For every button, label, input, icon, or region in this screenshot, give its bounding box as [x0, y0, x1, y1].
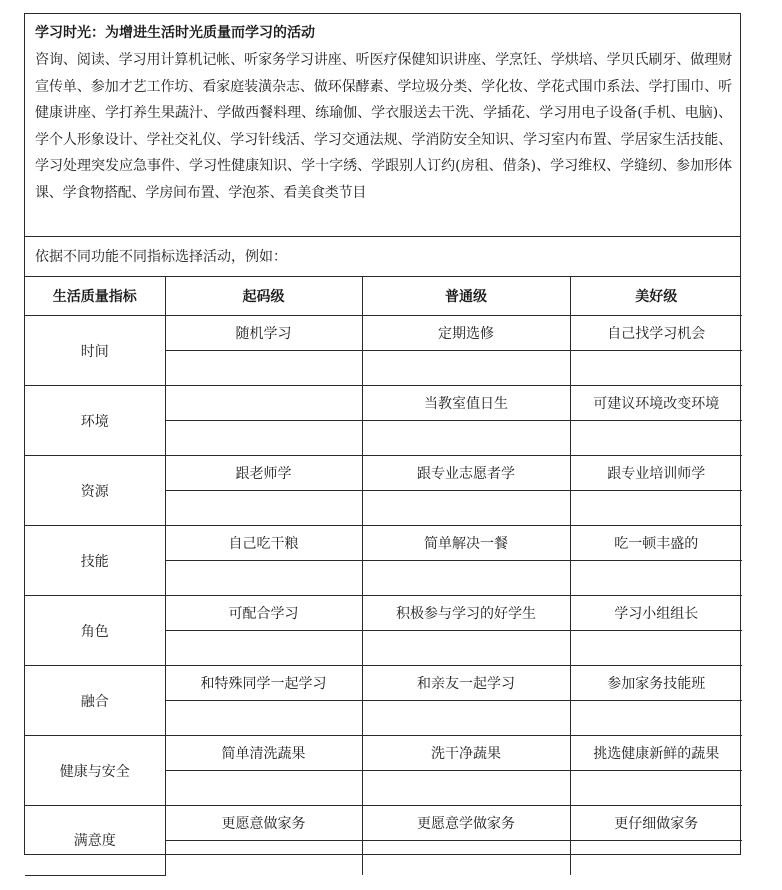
row-category: 健康与安全: [25, 736, 165, 806]
cell-basic: 更愿意做家务: [165, 806, 362, 841]
blank-cell: [570, 701, 742, 736]
selection-note: 依据不同功能不同指标选择活动，例如：: [25, 237, 740, 277]
quality-indicator-table: [25, 277, 742, 876]
blank-cell: [570, 491, 742, 526]
table-row: [25, 806, 742, 841]
header-normal-level: 普通级: [362, 277, 570, 316]
blank-cell: [362, 771, 570, 806]
cell-good: 跟专业培训师学: [570, 456, 742, 491]
blank-cell: [570, 631, 742, 666]
cell-good: 挑选健康新鲜的蔬果: [570, 736, 742, 771]
blank-cell: [165, 561, 362, 596]
blank-cell: [165, 701, 362, 736]
blank-cell: [165, 351, 362, 386]
blank-cell: [362, 561, 570, 596]
blank-cell: [165, 421, 362, 456]
activity-document: [24, 13, 741, 855]
cell-normal: 跟专业志愿者学: [362, 456, 570, 491]
row-category: 融合: [25, 666, 165, 736]
cell-normal: 积极参与学习的好学生: [362, 596, 570, 631]
table-header-row: [25, 277, 742, 316]
blank-cell: [570, 351, 742, 386]
table-row: [25, 666, 742, 701]
table-row: [25, 526, 742, 561]
table-row: [25, 456, 742, 491]
row-category: 资源: [25, 456, 165, 526]
cell-good: 可建议环境改变环境: [570, 386, 742, 421]
blank-cell: [570, 841, 742, 876]
table-row: [25, 596, 742, 631]
cell-basic: 可配合学习: [165, 596, 362, 631]
cell-good: 更仔细做家务: [570, 806, 742, 841]
cell-good: 自己找学习机会: [570, 316, 742, 351]
cell-good: 吃一顿丰盛的: [570, 526, 742, 561]
table-row: [25, 316, 742, 351]
cell-normal: 更愿意学做家务: [362, 806, 570, 841]
intro-section: [25, 14, 740, 237]
table-row: [25, 736, 742, 771]
header-indicator: 生活质量指标: [25, 277, 165, 316]
blank-cell: [165, 841, 362, 876]
row-category: 环境: [25, 386, 165, 456]
row-category: 时间: [25, 316, 165, 386]
cell-basic: 简单清洗蔬果: [165, 736, 362, 771]
cell-basic: 和特殊同学一起学习: [165, 666, 362, 701]
cell-normal: 和亲友一起学习: [362, 666, 570, 701]
blank-cell: [165, 491, 362, 526]
cell-normal: 当教室值日生: [362, 386, 570, 421]
intro-body: 咨询、阅读、学习用计算机记帐、听家务学习讲座、听医疗保健知识讲座、学烹饪、学烘培、学贝氏刷牙、做理财宣传单、参加才艺工作坊、看家庭装潢杂志、做环保酵素、学垃圾分类、学化妆、学花式围巾系法、学打围巾、听健康讲座、学打养生果蔬汁、学做西餐料理、练瑜伽、学衣服送去干洗、学插花、学习用电子设备(手机、电脑)、学个人形象设计、学社交礼仪、学习针线活、学习交通法规、学消防安全知识、学习室内布置、学居家生活技能、学习处理突发应急事件、学习性健康知识、学十字绣、学跟别人订约(房租、借条)、学习维权、学缝纫、参加形体课、学食物搭配、学房间布置、学泡茶、看美食类节目: [35, 52, 732, 201]
blank-cell: [362, 421, 570, 456]
blank-cell: [362, 491, 570, 526]
row-category: 技能: [25, 526, 165, 596]
header-basic-level: 起码级: [165, 277, 362, 316]
cell-basic: 跟老师学: [165, 456, 362, 491]
row-category: 角色: [25, 596, 165, 666]
cell-basic: [165, 386, 362, 421]
blank-cell: [570, 421, 742, 456]
table-row: [25, 386, 742, 421]
blank-cell: [165, 631, 362, 666]
cell-basic: 自己吃干粮: [165, 526, 362, 561]
blank-cell: [362, 631, 570, 666]
intro-title: 学习时光：为增进生活时光质量而学习的活动: [35, 25, 315, 41]
cell-normal: 洗干净蔬果: [362, 736, 570, 771]
blank-cell: [362, 841, 570, 876]
cell-good: 学习小组组长: [570, 596, 742, 631]
blank-cell: [165, 771, 362, 806]
header-good-level: 美好级: [570, 277, 742, 316]
blank-cell: [362, 351, 570, 386]
blank-cell: [362, 701, 570, 736]
blank-cell: [570, 561, 742, 596]
cell-basic: 随机学习: [165, 316, 362, 351]
blank-cell: [570, 771, 742, 806]
row-category: 满意度: [25, 806, 165, 876]
cell-normal: 简单解决一餐: [362, 526, 570, 561]
cell-good: 参加家务技能班: [570, 666, 742, 701]
cell-normal: 定期选修: [362, 316, 570, 351]
